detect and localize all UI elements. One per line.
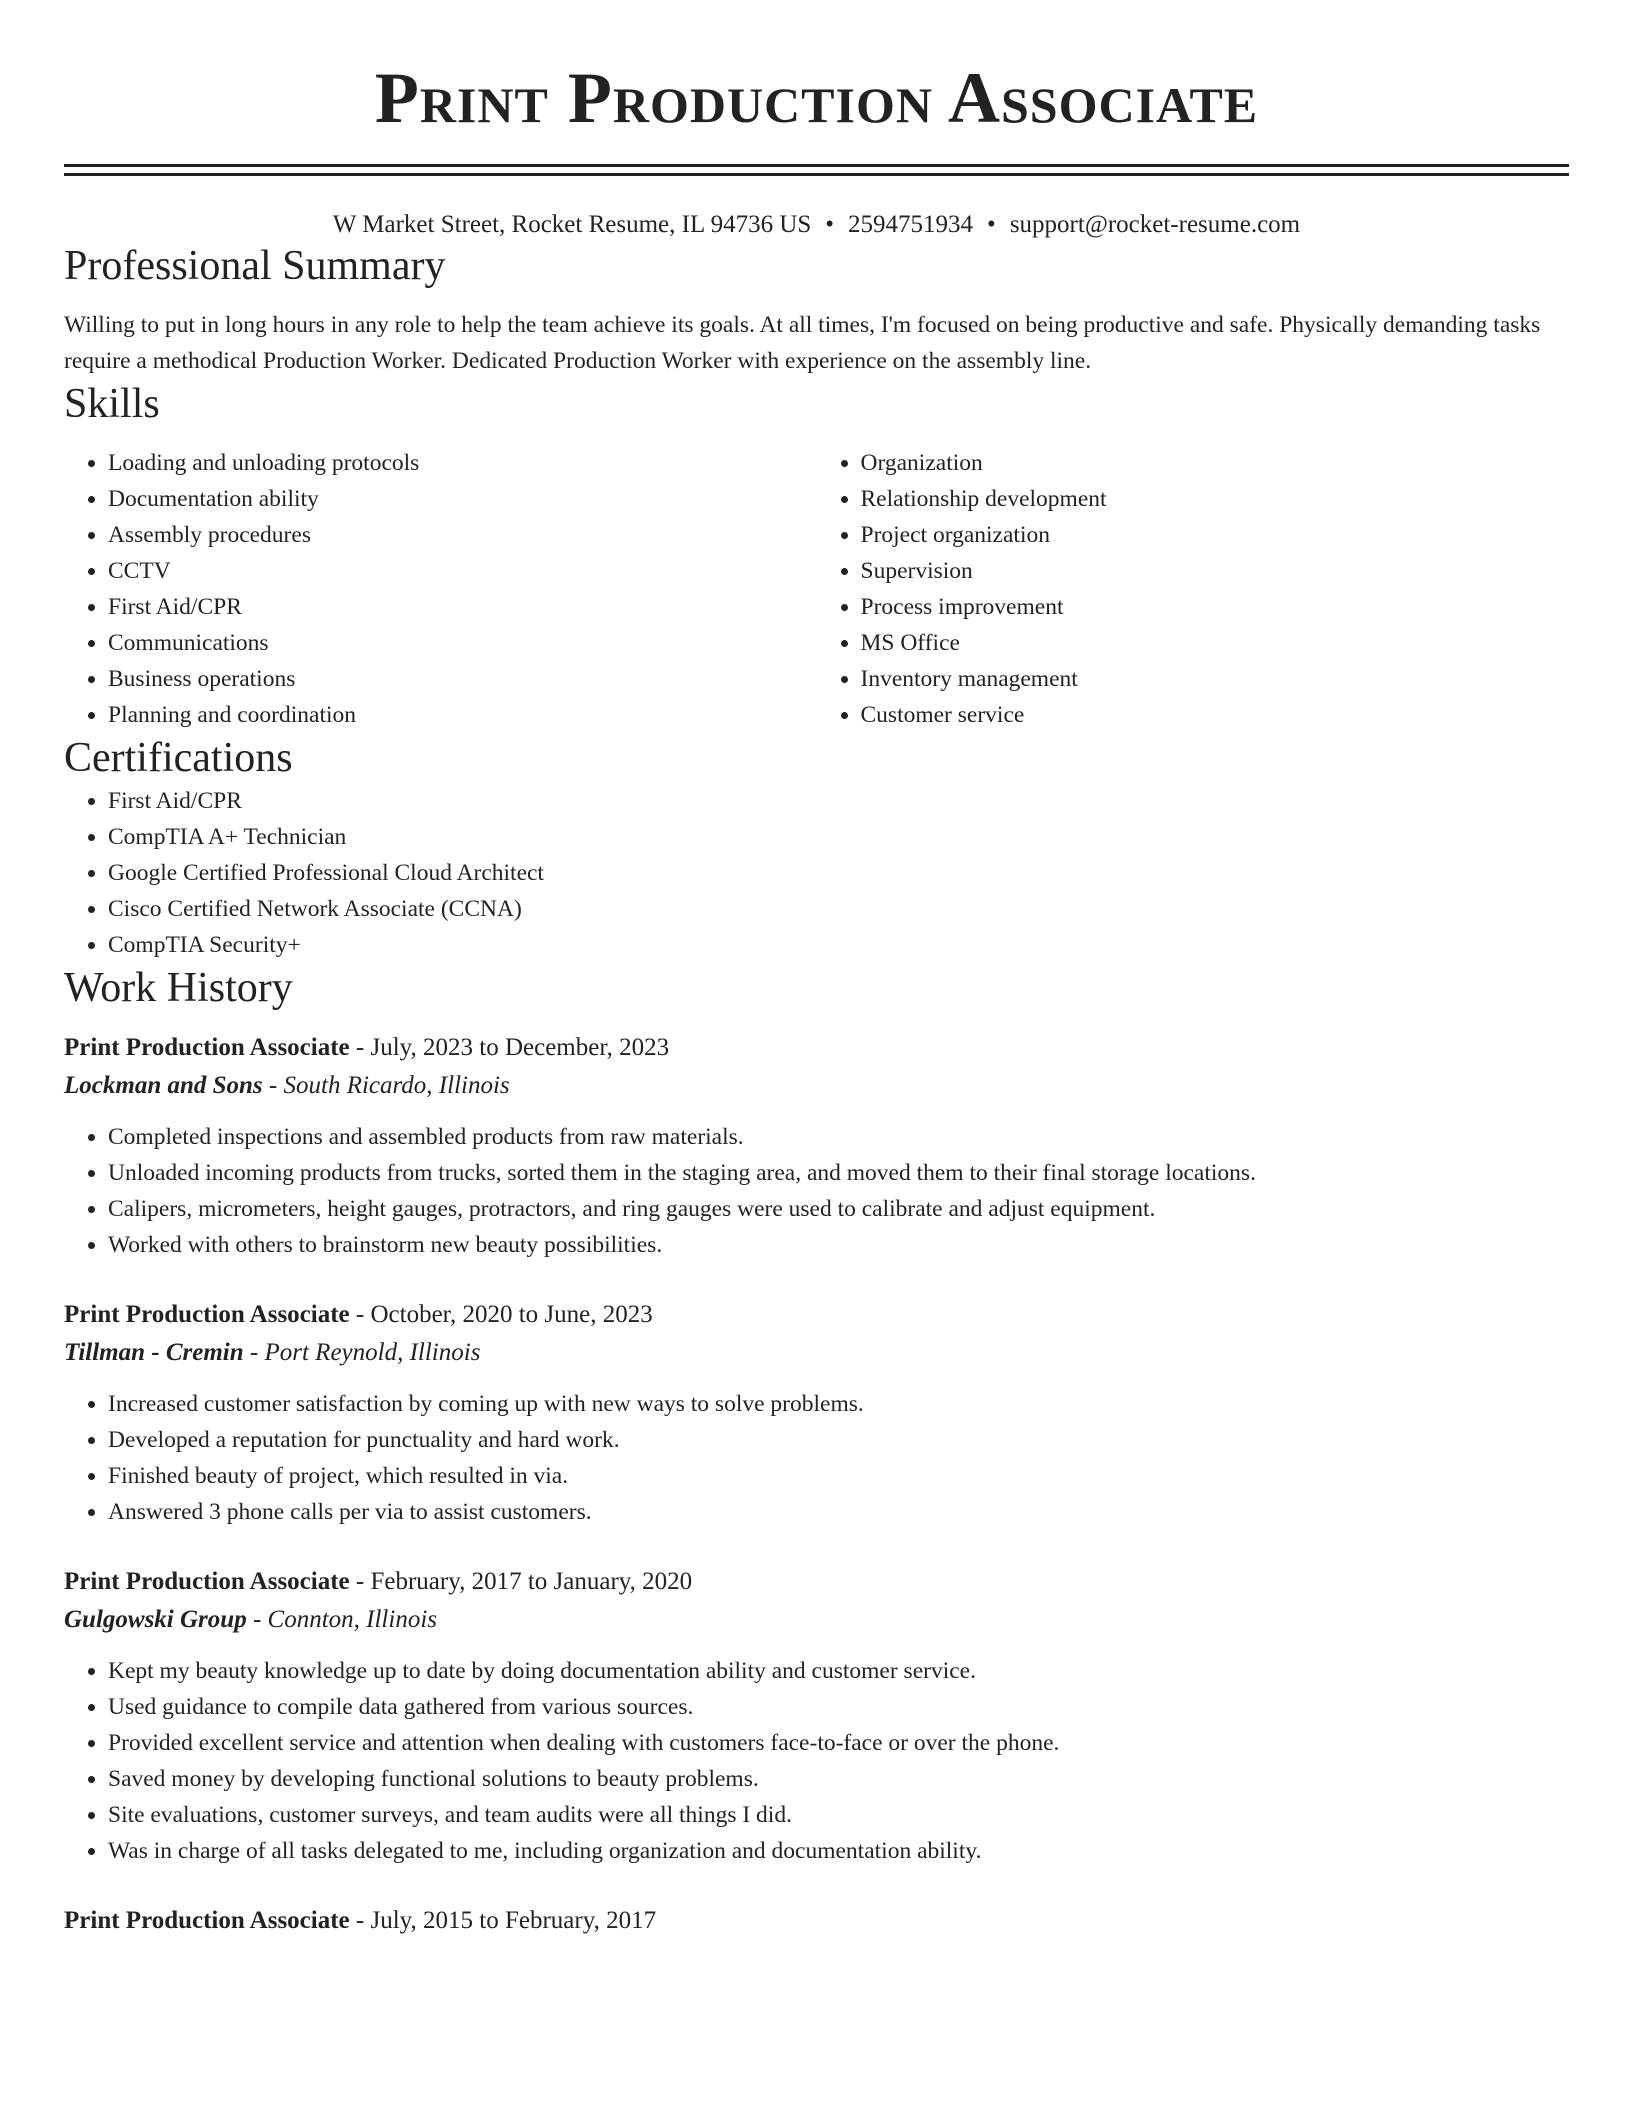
job-dash: - <box>246 1606 268 1633</box>
skill-item: • Customer service <box>861 697 1570 733</box>
job-dates: July, 2015 to February, 2017 <box>370 1907 657 1934</box>
certification-item: • Google Certified Professional Cloud Architect <box>108 855 1569 891</box>
skills-list-left <box>64 445 817 733</box>
certification-item: • CompTIA Security+ <box>108 927 1569 963</box>
summary-text: Willing to put in long hours in any role to help the team achieve its goals. At all times, I'm focused on being productive and safe. Physically demanding tasks require a methodical Production Worker. Dedicated Production Worker with experience on the assembly line. <box>64 312 1541 374</box>
job-entry <box>64 1296 1569 1530</box>
job-bullet: • Saved money by developing functional solutions to beauty problems. <box>108 1761 1569 1797</box>
job-entry <box>64 1563 1569 1869</box>
job-dash: - <box>349 1568 371 1595</box>
job-dates: February, 2017 to January, 2020 <box>370 1568 693 1595</box>
job-role: Print Production Associate <box>64 1301 350 1328</box>
certification-item: • First Aid/CPR <box>108 783 1569 819</box>
job-company: Tillman - Cremin <box>64 1339 244 1366</box>
certification-item: • CompTIA A+ Technician <box>108 819 1569 855</box>
job-bullet: • Unloaded incoming products from trucks, sorted them in the staging area, and moved them to their final storage locations. <box>108 1155 1569 1191</box>
job-bullet: • Provided excellent service and attention when dealing with customers face-to-face or over the phone. <box>108 1725 1569 1761</box>
skill-item: • Supervision <box>861 553 1570 589</box>
certifications-list <box>64 783 1569 963</box>
job-title-line <box>64 1902 1569 1940</box>
job-dash: - <box>262 1072 284 1099</box>
skill-item: • Relationship development <box>861 481 1570 517</box>
certification-item: • Cisco Certified Network Associate (CCNA) <box>108 891 1569 927</box>
job-dash: - <box>349 1034 371 1061</box>
header-double-rule <box>64 164 1569 176</box>
job-bullet: • Was in charge of all tasks delegated to me, including organization and documentation ability. <box>108 1833 1569 1869</box>
job-bullets <box>64 1119 1569 1263</box>
skill-item: • MS Office <box>861 625 1570 661</box>
job-entry <box>64 1902 1569 1940</box>
certifications-heading: Certifications <box>64 735 293 781</box>
job-title-line <box>64 1296 1569 1334</box>
job-bullet: • Worked with others to brainstorm new beauty possibilities. <box>108 1227 1569 1263</box>
skill-item: • First Aid/CPR <box>108 589 817 625</box>
summary-heading: Professional Summary <box>64 243 446 289</box>
job-location: South Ricardo, Illinois <box>283 1072 510 1099</box>
job-location: Connton, Illinois <box>267 1606 437 1633</box>
job-bullet: • Calipers, micrometers, height gauges, protractors, and ring gauges were used to calibrate and adjust equipment. <box>108 1191 1569 1227</box>
job-bullet: • Site evaluations, customer surveys, and team audits were all things I did. <box>108 1797 1569 1833</box>
skill-item: • Process improvement <box>861 589 1570 625</box>
job-company-line <box>64 1067 1569 1105</box>
skills-list-right <box>817 445 1570 733</box>
resume-name: Print Production Associate <box>374 58 1259 138</box>
job-bullets <box>64 1653 1569 1869</box>
job-company: Gulgowski Group <box>64 1606 247 1633</box>
skill-item: • Documentation ability <box>108 481 817 517</box>
skill-item: • Assembly procedures <box>108 517 817 553</box>
job-bullet: • Kept my beauty knowledge up to date by doing documentation ability and customer service. <box>108 1653 1569 1689</box>
skill-item: • Business operations <box>108 661 817 697</box>
work-history-list <box>64 1029 1569 1940</box>
job-dash: - <box>243 1339 265 1366</box>
contact-phone: 2594751934 <box>848 211 974 238</box>
job-company: Lockman and Sons <box>64 1072 263 1099</box>
skills-heading: Skills <box>64 381 160 427</box>
skill-item: • Communications <box>108 625 817 661</box>
job-dates: July, 2023 to December, 2023 <box>370 1034 670 1061</box>
job-entry <box>64 1029 1569 1263</box>
contact-address: W Market Street, Rocket Resume, IL 94736 US <box>332 211 812 238</box>
job-bullet: • Completed inspections and assembled products from raw materials. <box>108 1119 1569 1155</box>
job-title-line <box>64 1563 1569 1601</box>
contact-email: support@rocket-resume.com <box>1009 211 1301 238</box>
job-bullet: • Finished beauty of project, which resulted in via. <box>108 1458 1569 1494</box>
job-dash: - <box>349 1301 371 1328</box>
skill-item: • CCTV <box>108 553 817 589</box>
job-role: Print Production Associate <box>64 1568 350 1595</box>
job-dash: - <box>349 1907 371 1934</box>
job-dates: October, 2020 to June, 2023 <box>370 1301 653 1328</box>
contact-line <box>64 209 1569 241</box>
job-location: Port Reynold, Illinois <box>264 1339 481 1366</box>
skill-item: • Organization <box>861 445 1570 481</box>
resume-page <box>64 0 1569 1940</box>
job-role: Print Production Associate <box>64 1034 350 1061</box>
skill-item: • Inventory management <box>861 661 1570 697</box>
job-title-line <box>64 1029 1569 1067</box>
contact-separator: • <box>987 211 996 238</box>
job-company-line <box>64 1601 1569 1639</box>
skill-item: • Loading and unloading protocols <box>108 445 817 481</box>
skill-item: • Project organization <box>861 517 1570 553</box>
job-bullet: • Answered 3 phone calls per via to assist customers. <box>108 1494 1569 1530</box>
job-role: Print Production Associate <box>64 1907 350 1934</box>
work-history-heading: Work History <box>64 965 293 1011</box>
job-bullet: • Increased customer satisfaction by coming up with new ways to solve problems. <box>108 1386 1569 1422</box>
job-bullet: • Developed a reputation for punctuality and hard work. <box>108 1422 1569 1458</box>
job-company-line <box>64 1334 1569 1372</box>
skills-columns <box>64 445 1569 733</box>
skill-item: • Planning and coordination <box>108 697 817 733</box>
job-bullets <box>64 1386 1569 1530</box>
job-bullet: • Used guidance to compile data gathered from various sources. <box>108 1689 1569 1725</box>
contact-separator: • <box>825 211 835 238</box>
